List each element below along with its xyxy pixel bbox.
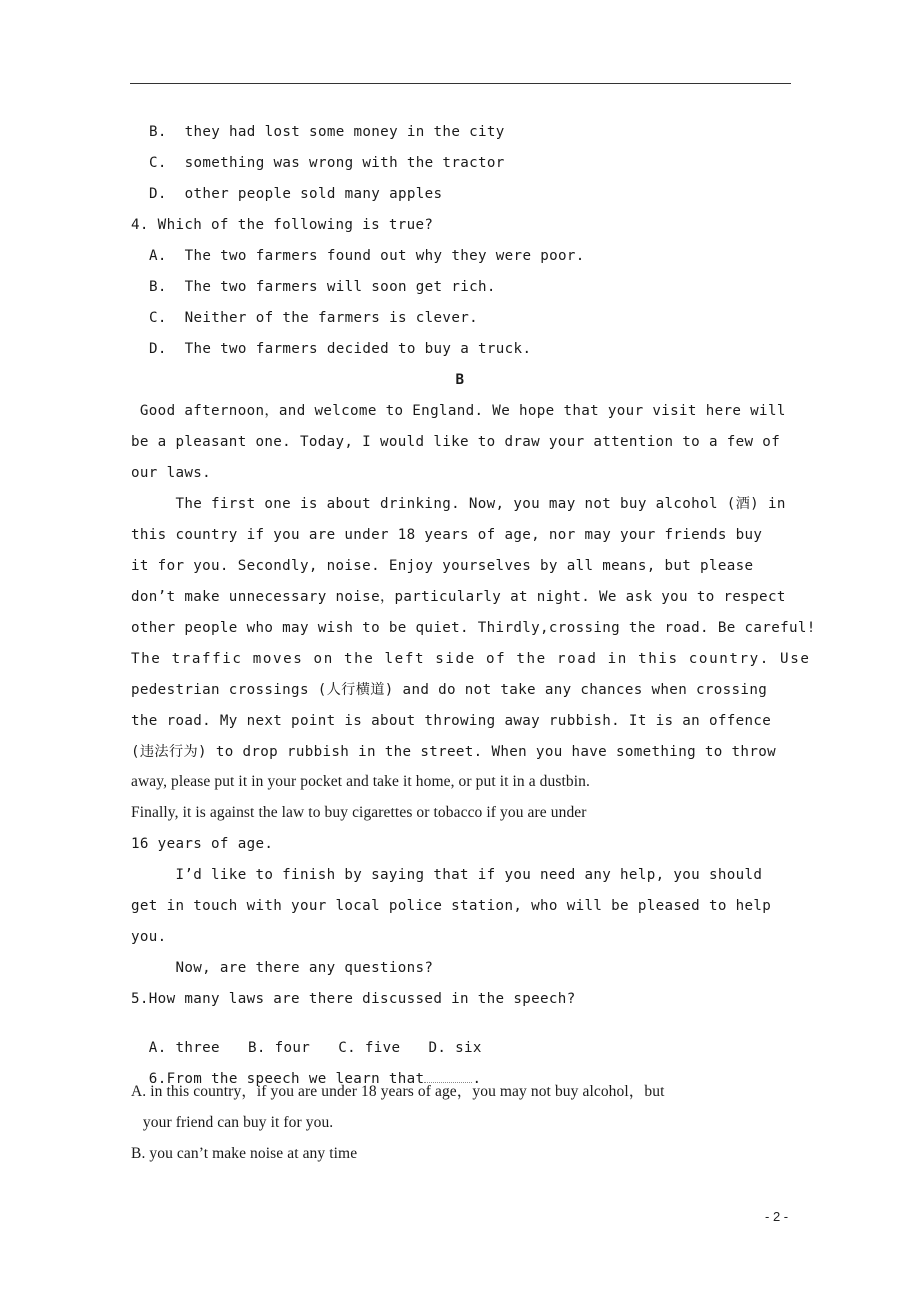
passage-line: Good afternoon，and welcome to England. We hope that your visit here will bbox=[131, 403, 786, 419]
passage-line: get in touch with your local police station, who will be pleased to help bbox=[131, 898, 772, 914]
q5-option-a: A. three bbox=[148, 1040, 220, 1056]
passage-line: (违法行为) to drop rubbish in the street. When you have something to throw bbox=[131, 744, 776, 760]
passage-line: The traffic moves on the left side of the road in this country. Use bbox=[131, 651, 811, 667]
q4-option-c: C. Neither of the farmers is clever. bbox=[149, 310, 478, 326]
q6-stem: 6.From the speech we learn that bbox=[148, 1071, 425, 1087]
passage-line: pedestrian crossings (人行横道) and do not take any chances when crossing bbox=[131, 682, 768, 698]
passage-line: other people who may wish to be quiet. Thirdly,crossing the road. Be careful! bbox=[131, 620, 816, 636]
q5-option-c: C. five bbox=[338, 1040, 401, 1056]
q5-option-b: B. four bbox=[247, 1040, 311, 1056]
passage-line: Finally, it is against the law to buy cigarettes or tobacco if you are under bbox=[131, 804, 587, 821]
q3-option-b: B. they had lost some money in the city bbox=[149, 124, 505, 140]
passage-heading: B bbox=[455, 372, 465, 388]
q4-stem: 4. Which of the following is true? bbox=[131, 217, 434, 233]
passage-line: you. bbox=[131, 929, 167, 945]
passage-line: it for you. Secondly, noise. Enjoy yourselves by all means, but please bbox=[131, 558, 754, 574]
passage-line: 16 years of age. bbox=[131, 836, 274, 852]
passage-line: I’d like to finish by saying that if you need any help, you should bbox=[131, 867, 763, 883]
q3-option-c: C. something was wrong with the tractor bbox=[149, 155, 505, 171]
passage-line: The first one is about drinking. Now, you may not buy alcohol (酒) in bbox=[131, 496, 786, 512]
q4-option-d: D. The two farmers decided to buy a truck. bbox=[149, 341, 532, 357]
q6-stem-end: . bbox=[472, 1071, 482, 1087]
q3-option-d: D. other people sold many apples bbox=[149, 186, 443, 202]
q4-option-a: A. The two farmers found out why they were poor. bbox=[149, 248, 585, 264]
q6-option-b: B. you can’t make noise at any time bbox=[131, 1145, 358, 1162]
q5-stem: 5.How many laws are there discussed in the speech? bbox=[131, 991, 576, 1007]
q5-option-d: D. six bbox=[428, 1040, 482, 1056]
passage-line: Now, are there any questions? bbox=[131, 960, 434, 976]
answer-blank bbox=[424, 1070, 472, 1083]
header-rule bbox=[130, 83, 791, 84]
q4-option-b: B. The two farmers will soon get rich. bbox=[149, 279, 496, 295]
q6-option-a-cont: your friend can buy it for you. bbox=[131, 1114, 334, 1131]
q6-option-a: A. in this country，if you are under 18 years of age，you may not buy alcohol，but bbox=[131, 1083, 665, 1100]
passage-line: the road. My next point is about throwing away rubbish. It is an offence bbox=[131, 713, 772, 729]
passage-line: don’t make unnecessary noise，particularly at night. We ask you to respect bbox=[131, 589, 786, 605]
passage-line: be a pleasant one. Today, I would like to draw your attention to a few of bbox=[131, 434, 781, 450]
passage-line: our laws. bbox=[131, 465, 212, 481]
passage-line: this country if you are under 18 years of age, nor may your friends buy bbox=[131, 527, 763, 543]
page-number: - 2 - bbox=[765, 1209, 789, 1224]
passage-line: away, please put it in your pocket and take it home, or put it in a dustbin. bbox=[131, 773, 591, 790]
